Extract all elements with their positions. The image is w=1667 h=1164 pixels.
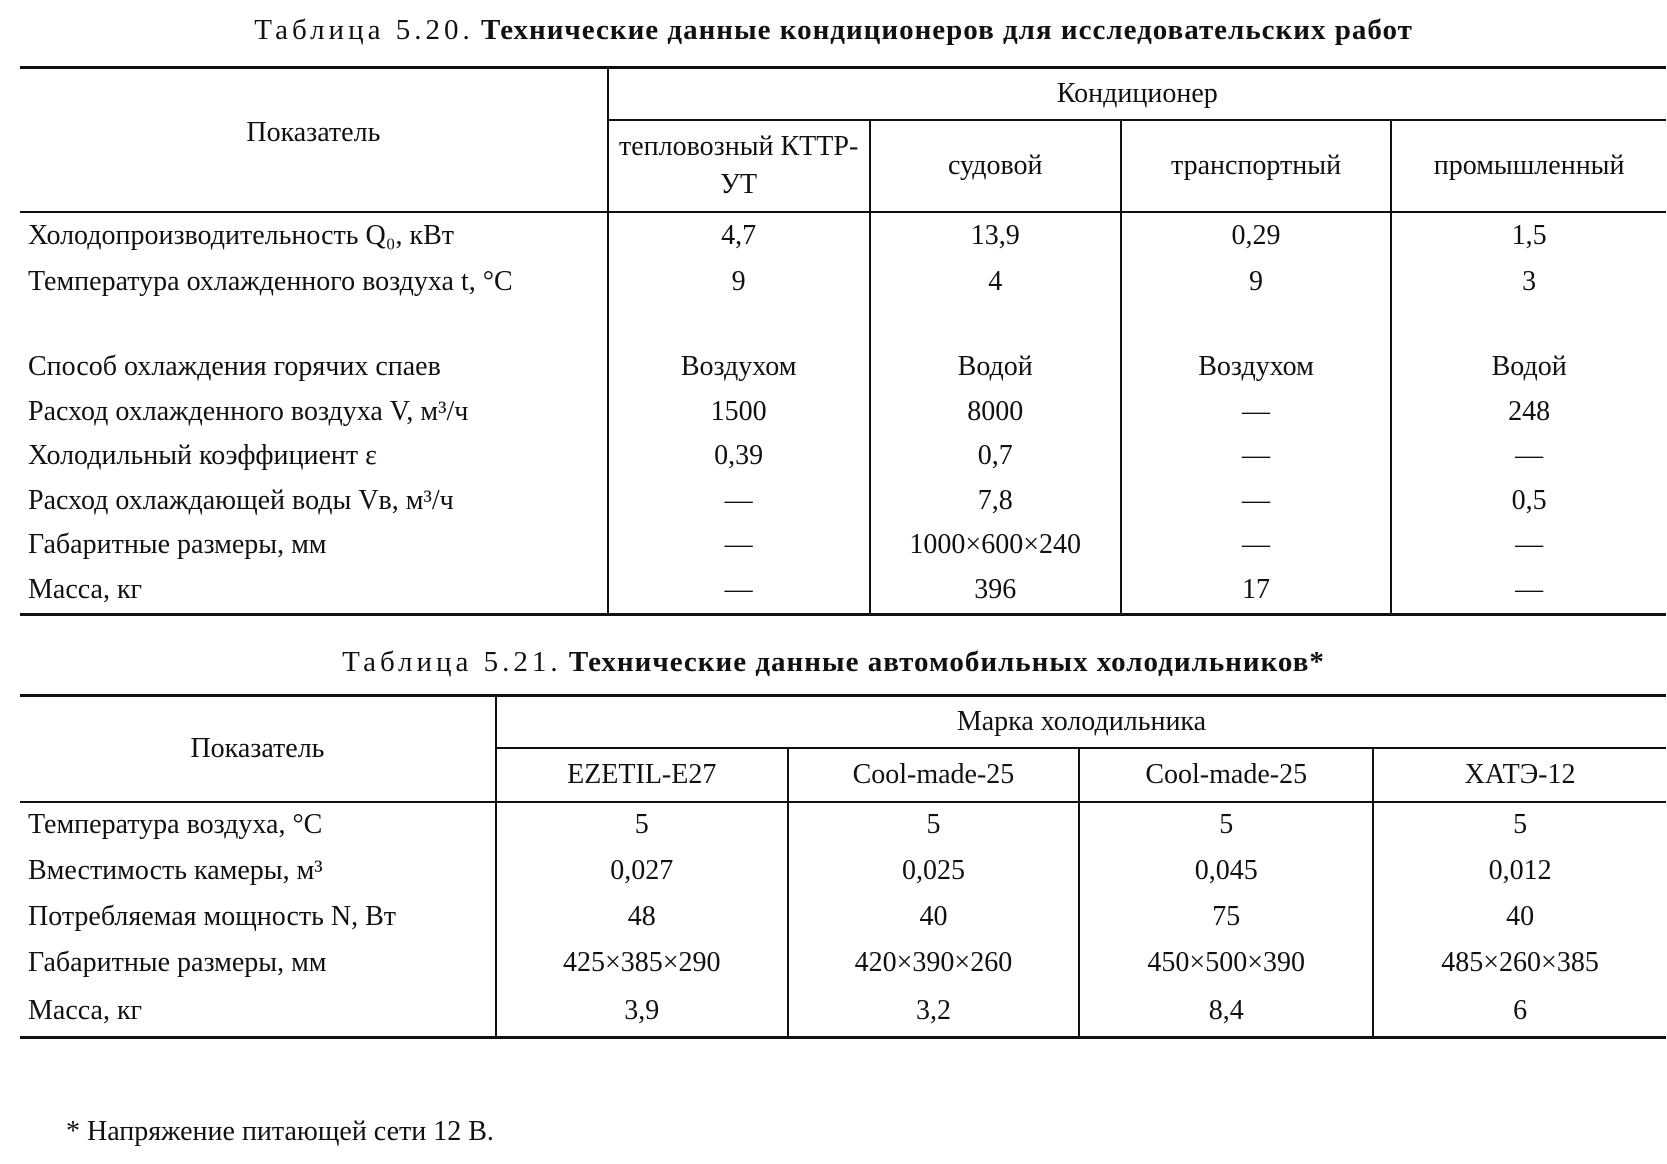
cell-value: 248 (1391, 390, 1666, 434)
cell-value: 3 (1391, 260, 1666, 344)
table2-label: Таблица 5.21. (342, 646, 562, 678)
cell-value: 0,012 (1373, 848, 1666, 894)
table-row (20, 802, 1666, 848)
table1-col-header: транспортный (1121, 120, 1391, 212)
table1-col-header: промышленный (1391, 120, 1666, 212)
table2-title: Технические данные автомобильных холодильников* (568, 646, 1325, 678)
table-row (20, 848, 1666, 894)
table1-col-header: тепловозный КТТР-УТ (608, 120, 870, 212)
cell-value: 0,39 (608, 434, 870, 479)
table2-caption (0, 646, 1667, 679)
cell-value: — (1391, 434, 1666, 479)
cell-value: 17 (1121, 567, 1391, 615)
cell-value: 3,9 (496, 986, 788, 1038)
cell-value: — (1121, 434, 1391, 479)
cell-value: 396 (870, 567, 1121, 615)
cell-value: 75 (1079, 894, 1373, 940)
row-label: Габаритные размеры, мм (28, 528, 327, 560)
table2-col-header: Cool-made-25 (788, 748, 1080, 802)
cell-value: 8000 (870, 390, 1121, 434)
cell-value: 6 (1373, 986, 1666, 1038)
cell-value: 0,027 (496, 848, 788, 894)
cell-value: 5 (788, 802, 1080, 848)
cell-value: 7,8 (870, 479, 1121, 523)
row-label: Расход охлажденного воздуха V, м³/ч (28, 395, 469, 427)
cell-value: Воздухом (608, 344, 870, 390)
table2 (20, 694, 1666, 1039)
cell-value: 40 (788, 894, 1080, 940)
row-label: Температура воздуха, °С (28, 809, 323, 840)
row-label: Масса, кг (28, 573, 143, 605)
cell-value: 4 (870, 260, 1121, 344)
cell-value: 8,4 (1079, 986, 1373, 1038)
table-row (20, 390, 1666, 434)
cell-value: Воздухом (1121, 344, 1391, 390)
cell-value: 420×390×260 (788, 940, 1080, 986)
table-row (20, 479, 1666, 523)
table2-col-header: EZETIL-E27 (496, 748, 788, 802)
cell-value: — (1121, 479, 1391, 523)
cell-value: 1000×600×240 (870, 523, 1121, 567)
table2-col-header: ХАТЭ-12 (1373, 748, 1666, 802)
cell-value: 485×260×385 (1373, 940, 1666, 986)
cell-value: 0,7 (870, 434, 1121, 479)
cell-value: — (1391, 523, 1666, 567)
cell-value: 450×500×390 (1079, 940, 1373, 986)
cell-value: 5 (1373, 802, 1666, 848)
table2-group-header: Марка холодильника (496, 696, 1666, 748)
cell-value: 425×385×290 (496, 940, 788, 986)
table1-caption (0, 14, 1667, 47)
footnote: * Напряжение питающей сети 12 В. (66, 1116, 494, 1147)
cell-value: 1500 (608, 390, 870, 434)
table1-title: Технические данные кондиционеров для исследовательских работ (480, 14, 1413, 46)
table-row (20, 523, 1666, 567)
table-row (20, 212, 1666, 260)
table1-label: Таблица 5.20. (254, 14, 474, 46)
row-label: Габаритные размеры, мм (28, 946, 327, 978)
cell-value: 4,7 (608, 212, 870, 260)
cell-value: 9 (1121, 260, 1391, 344)
table-row (20, 940, 1666, 986)
table-row (20, 567, 1666, 615)
cell-value: 0,5 (1391, 479, 1666, 523)
row-label: Температура охлажденного воздуха t, °С (28, 265, 513, 297)
table-row (20, 894, 1666, 940)
table2-indicator-header: Показатель (20, 696, 496, 802)
table-row (20, 344, 1666, 390)
cell-value: 0,025 (788, 848, 1080, 894)
cell-value: Водой (870, 344, 1121, 390)
cell-value: 13,9 (870, 212, 1121, 260)
cell-value: Водой (1391, 344, 1666, 390)
table1-indicator-header: Показатель (20, 68, 608, 212)
row-label: Потребляемая мощность N, Вт (28, 900, 397, 932)
cell-value: — (1121, 390, 1391, 434)
cell-value: 9 (608, 260, 870, 344)
table1 (20, 66, 1666, 616)
table1-group-header: Кондиционер (608, 68, 1666, 120)
row-label: Расход охлаждающей воды Vв, м³/ч (28, 484, 454, 516)
cell-value: 40 (1373, 894, 1666, 940)
cell-value: 0,045 (1079, 848, 1373, 894)
cell-value: — (1121, 523, 1391, 567)
cell-value: — (608, 567, 870, 615)
row-label: Холодопроизводительность Q₀, кВт (28, 220, 455, 251)
cell-value: 1,5 (1391, 212, 1666, 260)
cell-value: 48 (496, 894, 788, 940)
table-row (20, 260, 1666, 344)
table1-col-header: судовой (870, 120, 1121, 212)
row-label: Вместимость камеры, м³ (28, 854, 323, 886)
cell-value: 3,2 (788, 986, 1080, 1038)
row-label: Масса, кг (28, 994, 143, 1026)
table-row (20, 434, 1666, 479)
cell-value: — (608, 479, 870, 523)
row-label: Способ охлаждения горячих спаев (28, 350, 441, 382)
cell-value: 5 (1079, 802, 1373, 848)
table-row (20, 986, 1666, 1038)
cell-value: — (608, 523, 870, 567)
cell-value: 5 (496, 802, 788, 848)
cell-value: 0,29 (1121, 212, 1391, 260)
cell-value: — (1391, 567, 1666, 615)
table2-col-header: Cool-made-25 (1079, 748, 1373, 802)
row-label: Холодильный коэффициент ε (28, 440, 377, 471)
